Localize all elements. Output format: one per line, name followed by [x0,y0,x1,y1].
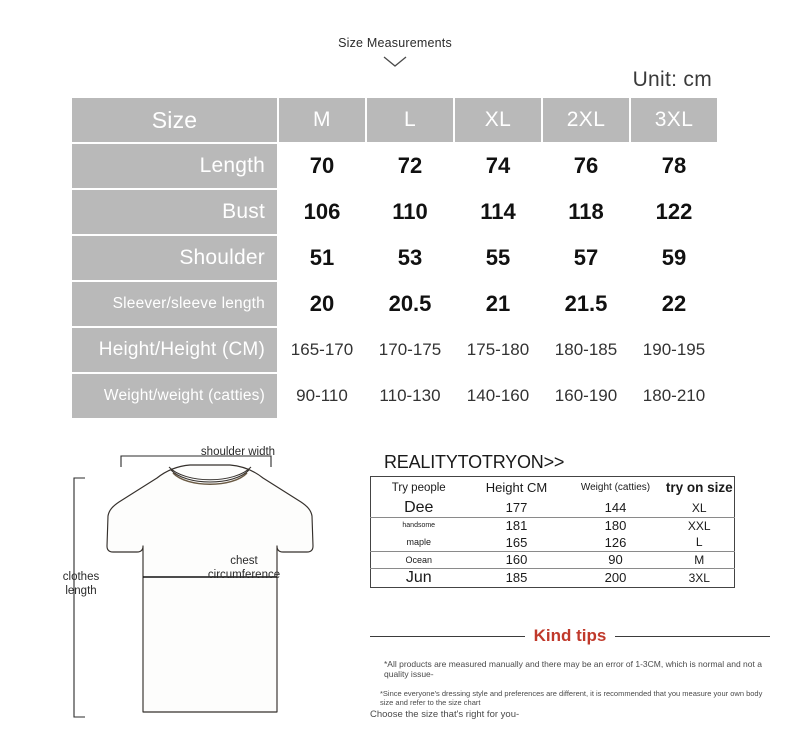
header-weight: Weight (catties) [580,482,651,494]
table-row [72,374,717,418]
try-on-height-ocean: 160 [467,551,567,568]
table-row [72,282,717,326]
cell-weight-xl: 140-160 [455,374,541,418]
row-label-weight: Weight/weight (catties) [72,374,277,418]
shoulder-width-label: shoulder width [200,446,276,458]
header-height: Height CM [485,480,548,496]
try-on-title: REALITYTOTRYON>> [384,452,565,472]
table-row [371,517,735,534]
cell-shoulder-3xl: 59 [631,236,717,280]
try-on-height-jun: 185 [467,568,567,587]
cell-shoulder-m: 51 [279,236,365,280]
try-on-size-handsome: XXL [665,517,735,534]
try-on-size-dee: XL [691,500,707,515]
cell-length-2xl: 76 [543,144,629,188]
tip-line-3: Choose the size that's right for you- [370,709,520,720]
cell-sleeve-xl: 21 [455,282,541,326]
row-label-length: Length [72,144,277,188]
cell-sleeve-3xl: 22 [631,282,717,326]
cell-height-l: 170-175 [367,328,453,372]
try-on-name-ocean: Ocean [371,551,467,568]
tip-line-2: *Since everyone's dressing style and preferences are different, it is recommended that you measure your own body size and refer to the size chart [380,689,763,707]
header-cell-2xl: 2XL [543,98,629,142]
cell-bust-l: 110 [367,190,453,234]
try-on-name-jun: Jun [371,568,467,587]
try-on-panel [370,452,742,588]
cell-length-l: 72 [367,144,453,188]
tshirt-measurement-diagram [45,440,375,735]
try-on-weight-jun: 200 [567,568,665,587]
try-on-table [370,476,735,588]
cell-length-3xl: 78 [631,144,717,188]
size-measurements-heading [0,34,790,68]
page-title: Size Measurements [338,36,452,50]
header-try-people: Try people [391,481,446,494]
cell-length-xl: 74 [455,144,541,188]
try-on-size-maple: L [695,535,703,550]
row-label-shoulder: Shoulder [72,236,277,280]
try-on-height-handsome: 181 [467,517,567,534]
header-cell-l: L [367,98,453,142]
cell-height-2xl: 180-185 [543,328,629,372]
try-on-size-ocean: M [665,551,735,568]
try-on-name-dee: Dee [404,498,434,516]
table-row [371,568,735,587]
row-label-bust: Bust [72,190,277,234]
cell-weight-l: 110-130 [367,374,453,418]
try-on-size-jun: 3XL [665,568,735,587]
cell-height-m: 165-170 [279,328,365,372]
header-cell-xl: XL [455,98,541,142]
cell-height-3xl: 190-195 [631,328,717,372]
cell-weight-m: 90-110 [279,374,365,418]
try-on-height-maple: 165 [505,534,528,550]
kind-tips-title: Kind tips [533,626,607,645]
cell-sleeve-2xl: 21.5 [543,282,629,326]
header-cell-3xl: 3XL [631,98,717,142]
try-on-weight-dee: 144 [604,500,627,515]
kind-tips-body [370,659,770,720]
chest-circumference-label: chest circumference [207,555,281,582]
try-on-weight-handsome: 180 [567,517,665,534]
header-cell-size: Size [72,98,277,142]
cell-bust-xl: 114 [455,190,541,234]
cell-shoulder-l: 53 [367,236,453,280]
row-label-height: Height/Height (CM) [72,328,277,372]
cell-sleeve-m: 20 [279,282,365,326]
table-row [72,328,717,372]
try-on-weight-ocean: 90 [567,551,665,568]
header-cell-m: M [279,98,365,142]
table-row [371,534,735,551]
tip-line-1: *All products are measured manually and there may be an error of 1-3CM, which is normal and not a quality issue- [384,659,762,679]
try-on-height-dee: 177 [505,500,528,515]
cell-weight-2xl: 160-190 [543,374,629,418]
table-row [72,144,717,188]
size-chart-table [70,96,719,420]
cell-bust-3xl: 122 [631,190,717,234]
chevron-down-icon [382,56,408,68]
divider-left [370,636,525,637]
unit-label: Unit: cm [632,68,712,91]
kind-tips-panel [370,626,770,730]
kind-tips-header [370,626,770,646]
cell-sleeve-l: 20.5 [367,282,453,326]
cell-bust-m: 106 [279,190,365,234]
try-on-header-row [371,477,735,499]
table-header-row [72,98,717,142]
cell-shoulder-xl: 55 [455,236,541,280]
divider-right [615,636,770,637]
try-on-weight-maple: 126 [604,534,627,550]
try-on-name-handsome: handsome [371,517,467,534]
cell-height-xl: 175-180 [455,328,541,372]
cell-shoulder-2xl: 57 [543,236,629,280]
table-row [72,236,717,280]
table-row [72,190,717,234]
cell-weight-3xl: 180-210 [631,374,717,418]
table-row [371,499,735,518]
cell-length-m: 70 [279,144,365,188]
try-on-name-maple: maple [406,537,431,548]
row-label-sleeve: Sleever/sleeve length [72,282,277,326]
header-try-on-size: try on size [665,480,733,496]
cell-bust-2xl: 118 [543,190,629,234]
clothes-length-label: clothes length [62,571,100,598]
table-row [371,551,735,568]
